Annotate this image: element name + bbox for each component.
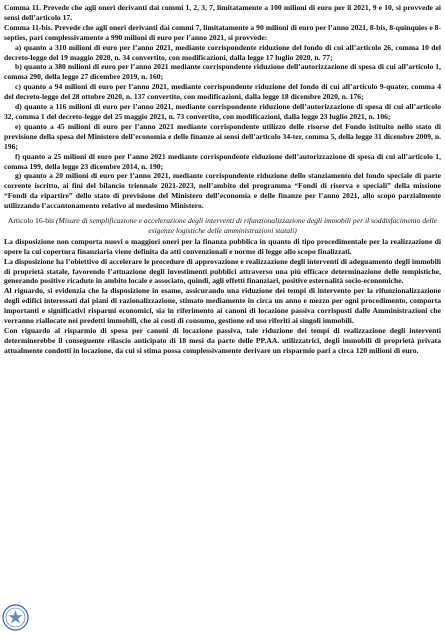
comma-11-paragraph: Comma 11. Prevede che agli oneri derivanti dai commi 1, 2, 3, 7, limitatamente a 100 milioni di euro per il 2021, 9 e 10, si provvede ai sensi dell’articolo 17. <box>4 3 441 22</box>
list-item-c: c) quanto a 94 milioni di euro per l’anno 2021, mediante corrispondente riduzione del fondo di cui all’articolo 9-quater, comma 4 del decreto-legge del 28 ottobre 2020, n. 137 convertito, con modificazioni, dalla legge 18 dicembre 2020, n. 176; <box>4 82 441 102</box>
body-paragraph-2: La disposizione ha l’obiettivo di accelerare le procedure di approvazione e realizzazione degli interventi di adeguamento degli immobili di proprietà statale, favorendo l’attuazione degli investimenti pubblici attraverso una più efficace determinazione delle tempistiche, generando positive ricadute in ambito locale e associato, quindi, agli effetti finanziari, positive esternalità socio-economiche. <box>4 256 441 286</box>
list-item-g: g) quanto a 20 milioni di euro per l’anno 2021, mediante corrispondente riduzione dello stanziamento del fondo speciale di parte corrente iscritto, ai fini del bilancio triennale 2021-2023, nell’ambito del programma “Fondi di riserva e speciali” della missione “Fondi da ripartire” dello stato di previsione del Ministero dell’economia e delle finanze per l’anno 2021, allo scopo parzialmente utilizzando l’accantonamento relativo al medesimo Ministero. <box>4 171 441 211</box>
article-heading <box>4 216 441 236</box>
body-paragraph-3: Al riguardo, si evidenzia che la disposizione in esame, assicurando una riduzione dei tempi di intervento per la rifunzionalizzazione degli edifici interessati dai piani di razionalizzazione, stimato mediamente in circa un anno e mezzo per ogni procedimento, comporta importanti e significativi risparmi economici, sia in riferimento ai canoni di locazione passiva corrisposti dalle Amministrazioni che verranno riallocate nei predetti immobili, che ai costi di consumo, gestione ed uso riferiti ai singoli immobili. <box>4 286 441 326</box>
body-paragraph-4: Con riguardo al risparmio di spesa per canoni di locazione passiva, tale riduzione dei tempi di realizzazione degli interventi determinerebbe il conseguente rilascio anticipato di 18 mesi da parte delle PP.AA. utilizzatrici, degli immobili di proprietà privata attualmente condotti in locazione, da cui si stima possa complessivamente derivare un risparmio pari a circa 120 milioni di euro. <box>4 326 441 355</box>
list-item-a: a) quanto a 310 milioni di euro per l’anno 2021, mediante corrispondente riduzione del fondo di cui all’articolo 26, comma 10 del decreto-legge del 19 maggio 2020, n. 34 convertito, con modificazioni, dalla legge 17 luglio 2020, n. 77; <box>4 42 441 62</box>
official-seal-icon <box>2 604 29 631</box>
comma-11-bis-intro: Comma 11-bis. Prevede che agli oneri derivanti dai commi 7, limitatamente a 90 milioni di euro per l’anno 2021, 8-bis, 8-quinquies e 8-septies, pari complessivamente a 990 milioni di euro per l’anno 2021, si provvede: <box>4 22 441 42</box>
list-item-e: e) quanto a 45 milioni di euro per l’anno 2021 mediante corrispondente utilizzo delle risorse del Fondo istituito nello stato di previsione della spesa del Ministero dell’economia e delle finanze ai sensi dell’articolo 34-ter, comma 5, della legge 31 dicembre 2009, n. 196; <box>4 121 441 151</box>
article-title: (Misure di semplificazione e accelerazione degli interventi di rifunzionalizzazione degli immobili per il soddisfacimento delle esigenze logistiche delle amministrazioni statali) <box>56 216 438 235</box>
document-page <box>4 3 441 356</box>
list-item-f: f) quanto a 25 milioni di euro per l’anno 2021 mediante corrispondente riduzione dell’autorizzazione di spesa di cui all’articolo 1, comma 199, della legge 23 dicembre 2014, n. 190; <box>4 151 441 171</box>
list-item-d: d) quanto a 116 milioni di euro per l’anno 2021, mediante corrispondente riduzione dell’autorizzazione di spesa di cui all’articolo 32, comma 1 del decreto-legge del 25 maggio 2021, n. 73 convertito, con modificazioni, dalla legge 23 luglio 2021, n. 106; <box>4 102 441 121</box>
list-item-b: b) quanto a 380 milioni di euro per l’anno 2021 mediante corrispondente riduzione dell’autorizzazione di spesa di cui all’articolo 1, comma 290, della legge 27 dicembre 2019, n. 160; <box>4 62 441 82</box>
article-number: Articolo 16-bis <box>7 216 55 226</box>
body-paragraph-1: La disposizione non comporta nuovi o maggiori oneri per la finanza pubblica in quanto di tipo procedimentale per la realizzazione di opere la cui copertura finanziaria viene definita da atti convenzionali e norme di legge allo scopo finalizzati. <box>4 236 441 256</box>
